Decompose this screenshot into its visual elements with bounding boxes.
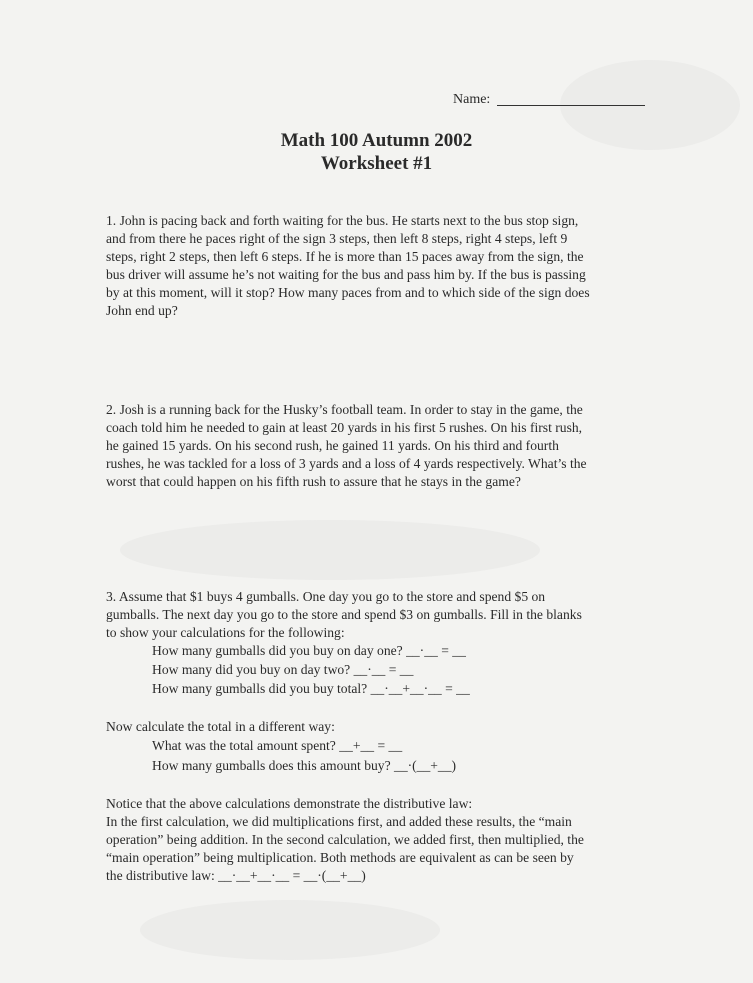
worksheet-course-title: Math 100 Autumn 2002 (280, 130, 473, 151)
q3-intro-line: 3. Assume that $1 buys 4 gumballs. One day you go to the store and spend $5 on (106, 589, 546, 604)
q1-line: John end up? (106, 303, 178, 318)
name-label: Name: (453, 92, 491, 107)
q2-line: rushes, he was tackled for a loss of 3 yards and a loss of 4 yards respectively. What’s the (106, 456, 587, 471)
scan-smudge (120, 520, 540, 580)
q2-line: he gained 15 yards. On his second rush, he gained 11 yards. On his third and fourth (106, 438, 559, 453)
worksheet-number-title: Worksheet #1 (320, 153, 433, 174)
q3-amount-buys-prompt: How many gumballs does this amount buy? __·(__+__) (152, 758, 457, 773)
q3-amount-spent-prompt: What was the total amount spent? __+__ = __ (152, 738, 403, 753)
q3-notice-line: Notice that the above calculations demonstrate the distributive law: (106, 796, 473, 811)
q3-notice-line: In the first calculation, we did multiplications first, and added these results, the “main (106, 814, 572, 829)
q3-intro-line: gumballs. The next day you go to the store and spend $3 on gumballs. Fill in the blanks (106, 607, 582, 622)
q1-line: by at this moment, will it stop? How many paces from and to which side of the sign does (106, 285, 590, 300)
q1-line: and from there he paces right of the sign 3 steps, then left 8 steps, right 4 steps, left 9 (106, 231, 568, 246)
q3-different-way: Now calculate the total in a different way: (106, 719, 335, 734)
q2-line: worst that could happen on his fifth rush to assure that he stays in the game? (106, 474, 521, 489)
q3-distributive-law: the distributive law: __·__+__·__ = __·(__+__) (106, 868, 366, 883)
name-blank-line[interactable] (497, 105, 645, 106)
q1-line: steps, right 2 steps, then left 6 steps. If he is more than 15 paces away from the sign, the (106, 249, 584, 264)
q1-line: bus driver will assume he’s not waiting for the bus and pass him by. If the bus is passing (106, 267, 586, 282)
q2-line: coach told him he needed to gain at least 20 yards in his first 5 rushes. On his first rush, (106, 420, 583, 435)
q3-total-prompt: How many gumballs did you buy total? __·__+__·__ = __ (152, 681, 470, 696)
q3-day-one-prompt: How many gumballs did you buy on day one? __·__ = __ (152, 643, 466, 658)
q1-line: 1. John is pacing back and forth waiting for the bus. He starts next to the bus stop sign, (106, 213, 579, 228)
q3-notice-line: “main operation” being multiplication. Both methods are equivalent as can be seen by (106, 850, 574, 865)
q3-day-two-prompt: How many did you buy on day two? __·__ = __ (152, 662, 414, 677)
q2-line: 2. Josh is a running back for the Husky’s football team. In order to stay in the game, the (106, 402, 583, 417)
q3-intro-line: to show your calculations for the following: (106, 625, 345, 640)
scan-smudge (140, 900, 440, 960)
q3-notice-line: operation” being addition. In the second calculation, we added first, then multiplied, the (106, 832, 584, 847)
